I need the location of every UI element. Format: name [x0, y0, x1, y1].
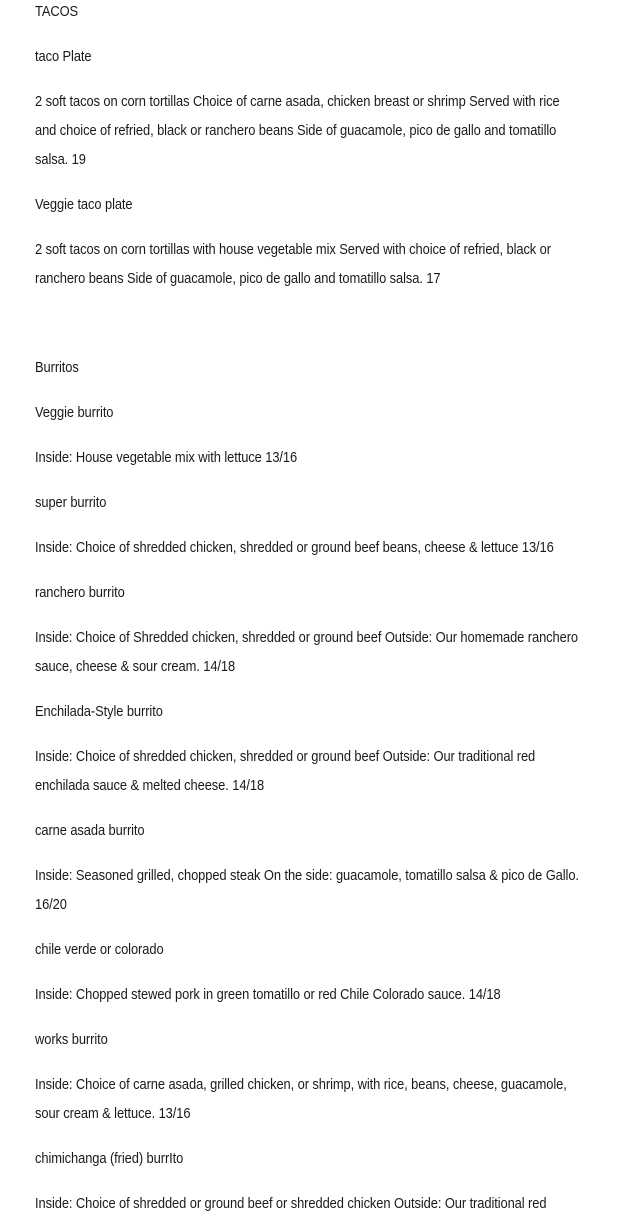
menu-item-description: sour cream & lettuce. 13/16	[35, 1105, 191, 1122]
menu-item-description: 16/20	[35, 896, 67, 913]
menu-item-description: Inside: Choice of shredded chicken, shredded or ground beef Outside: Our traditional red	[35, 748, 536, 765]
menu-item-name: works burrito	[35, 1031, 108, 1048]
menu-item-name: chimichanga (fried) burrIto	[35, 1150, 184, 1167]
menu-item-description: 2 soft tacos on corn tortillas with house vegetable mix Served with choice of refried, black or	[35, 241, 551, 258]
menu-item-description: Inside: Choice of Shredded chicken, shredded or ground beef Outside: Our homemade ranchero	[35, 629, 578, 646]
menu-item-description: Inside: House vegetable mix with lettuce 13/16	[35, 449, 298, 466]
menu-item-description: Inside: Seasoned grilled, chopped steak On the side: guacamole, tomatillo salsa & pico de Gallo.	[35, 867, 579, 884]
menu-item-description: ranchero beans Side of guacamole, pico de gallo and tomatillo salsa. 17	[35, 270, 441, 287]
menu-item-name: super burrito	[35, 494, 107, 511]
menu-item-name: ranchero burrito	[35, 584, 125, 601]
menu-item-description: Inside: Choice of carne asada, grilled chicken, or shrimp, with rice, beans, cheese, guacamole,	[35, 1076, 567, 1093]
menu-item-description: sauce, cheese & sour cream. 14/18	[35, 658, 236, 675]
menu-item-name: taco Plate	[35, 48, 92, 65]
menu-item-description: salsa. 19	[35, 151, 86, 168]
menu-item-description: 2 soft tacos on corn tortillas Choice of carne asada, chicken breast or shrimp Served with rice	[35, 93, 560, 110]
menu-item-description: Inside: Chopped stewed pork in green tomatillo or red Chile Colorado sauce. 14/18	[35, 986, 501, 1003]
section-heading-burritos: Burritos	[35, 359, 79, 376]
section-heading-tacos: TACOS	[35, 3, 79, 20]
menu-item-description: Inside: Choice of shredded chicken, shredded or ground beef beans, cheese & lettuce 13/16	[35, 539, 554, 556]
menu-item-name: Enchilada-Style burrito	[35, 703, 163, 720]
menu-item-name: carne asada burrito	[35, 822, 145, 839]
menu-item-name: Veggie taco plate	[35, 196, 133, 213]
menu-item-description: and choice of refried, black or ranchero beans Side of guacamole, pico de gallo and tomatillo	[35, 122, 557, 139]
menu-item-description: Inside: Choice of shredded or ground beef or shredded chicken Outside: Our traditional red	[35, 1195, 547, 1212]
menu-item-description: enchilada sauce & melted cheese. 14/18	[35, 777, 265, 794]
menu-document	[35, 0, 609, 1218]
menu-item-name: Veggie burrito	[35, 404, 114, 421]
menu-item-name: chile verde or colorado	[35, 941, 164, 958]
